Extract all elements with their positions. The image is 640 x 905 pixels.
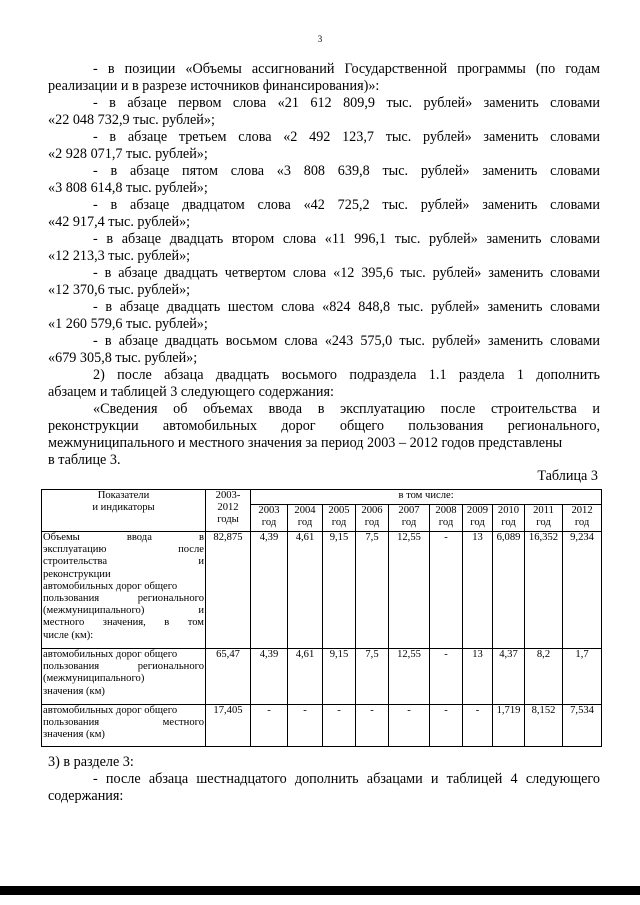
text-line: межмуниципального и местного значения за период 2003 – 2012 годов представлены (48, 435, 563, 451)
cell-value: 8,152 (525, 705, 563, 747)
cell-value: - (323, 705, 356, 747)
header-total: 2003- 2012 годы (206, 490, 251, 532)
cell-value: 4,37 (493, 649, 525, 705)
cell-value: 4,61 (288, 649, 323, 705)
cell-total: 82,875 (206, 532, 251, 649)
text-line: реализации и в разрезе источников финансирования)»: (48, 78, 380, 94)
cell-value: - (430, 649, 463, 705)
text-line: 3) в разделе 3: (48, 754, 134, 770)
text-line: реконструкции автомобильных дорог общего пользования регионального, (48, 418, 600, 434)
cell-value: 13 (463, 532, 493, 649)
text-line: «42 917,4 тыс. рублей»; (48, 214, 191, 230)
cell-value: 7,534 (563, 705, 602, 747)
text-line: 2) после абзаца двадцать восьмого подраздела 1.1 раздела 1 дополнить (93, 367, 600, 383)
cell-value: - (430, 532, 463, 649)
header-year: 2007 год (389, 505, 430, 532)
cell-value: 6,089 (493, 532, 525, 649)
table-title: Таблица 3 (537, 468, 598, 484)
cell-value: 7,5 (356, 649, 389, 705)
cell-value: - (389, 705, 430, 747)
text-line: «22 048 732,9 тыс. рублей»; (48, 112, 215, 128)
header-year: 2009 год (463, 505, 493, 532)
text-line: «1 260 579,6 тыс. рублей»; (48, 316, 208, 332)
cell-value: 12,55 (389, 649, 430, 705)
text-line: «Сведения об объемах ввода в эксплуатацию после строительства и (93, 401, 600, 417)
header-year: 2006 год (356, 505, 389, 532)
header-year: 2011 год (525, 505, 563, 532)
header-year: 2008 год (430, 505, 463, 532)
header-year: 2010 год (493, 505, 525, 532)
data-table (41, 489, 602, 747)
text-line: - в абзаце первом слова «21 612 809,9 тыс. рублей» заменить словами (93, 95, 600, 111)
header-year: 2004 год (288, 505, 323, 532)
text-line: - в абзаце двадцать восьмом слова «243 575,0 тыс. рублей» заменить словами (93, 333, 600, 349)
cell-value: 9,15 (323, 649, 356, 705)
cell-value: 8,2 (525, 649, 563, 705)
text-line: - в абзаце двадцать шестом слова «824 848,8 тыс. рублей» заменить словами (93, 299, 600, 315)
cell-value: - (430, 705, 463, 747)
text-line: - в абзаце двадцать четвертом слова «12 395,6 тыс. рублей» заменить словами (93, 265, 600, 281)
cell-value: 4,39 (251, 649, 288, 705)
cell-value: 12,55 (389, 532, 430, 649)
cell-value: 1,7 (563, 649, 602, 705)
text-line: «679 305,8 тыс. рублей»; (48, 350, 198, 366)
cell-value: 16,352 (525, 532, 563, 649)
text-line: «12 370,6 тыс. рублей»; (48, 282, 191, 298)
text-line: - в абзаце третьем слова «2 492 123,7 тыс. рублей» заменить словами (93, 129, 600, 145)
text-line: абзацем и таблицей 3 следующего содержания: (48, 384, 334, 400)
row-label: Объемы ввода в эксплуатацию после строительства и реконструкции автомобильных дорог общего пользования регионального (межмуниципального) и местного значения, в том числе (км): (42, 532, 206, 649)
text-line: «12 213,3 тыс. рублей»; (48, 248, 191, 264)
cell-value: - (251, 705, 288, 747)
cell-value: 9,15 (323, 532, 356, 649)
cell-total: 65,47 (206, 649, 251, 705)
header-indicators: Показатели и индикаторы (42, 490, 206, 532)
header-including: в том числе: (251, 490, 602, 505)
page-number: 3 (317, 34, 323, 44)
text-line: - в абзаце пятом слова «3 808 639,8 тыс. рублей» заменить словами (93, 163, 600, 179)
text-line: - в позиции «Объемы ассигнований Государственной программы (по годам (93, 61, 600, 77)
text-line: - в абзаце двадцать втором слова «11 996,1 тыс. рублей» заменить словами (93, 231, 600, 247)
scan-edge-bar (0, 886, 640, 895)
text-line: - после абзаца шестнадцатого дополнить абзацами и таблицей 4 следующего (93, 771, 600, 787)
header-year: 2003 год (251, 505, 288, 532)
cell-value: 7,5 (356, 532, 389, 649)
cell-value: 4,61 (288, 532, 323, 649)
row-label: автомобильных дорог общего пользования регионального (межмуниципального) значения (км) (42, 649, 206, 705)
text-line: «3 808 614,8 тыс. рублей»; (48, 180, 208, 196)
text-line: содержания: (48, 788, 124, 804)
text-line: - в абзаце двадцатом слова «42 725,2 тыс. рублей» заменить словами (93, 197, 600, 213)
table-row (42, 649, 602, 705)
cell-value: 1,719 (493, 705, 525, 747)
cell-value: - (356, 705, 389, 747)
cell-value: 13 (463, 649, 493, 705)
header-year: 2012 год (563, 505, 602, 532)
row-label: автомобильных дорог общего пользования местного значения (км) (42, 705, 206, 747)
cell-value: 9,234 (563, 532, 602, 649)
cell-value: 4,39 (251, 532, 288, 649)
text-line: в таблице 3. (48, 452, 121, 468)
cell-value: - (288, 705, 323, 747)
header-year: 2005 год (323, 505, 356, 532)
text-line: «2 928 071,7 тыс. рублей»; (48, 146, 208, 162)
cell-value: - (463, 705, 493, 747)
cell-total: 17,405 (206, 705, 251, 747)
table-row (42, 705, 602, 747)
table-row (42, 532, 602, 649)
